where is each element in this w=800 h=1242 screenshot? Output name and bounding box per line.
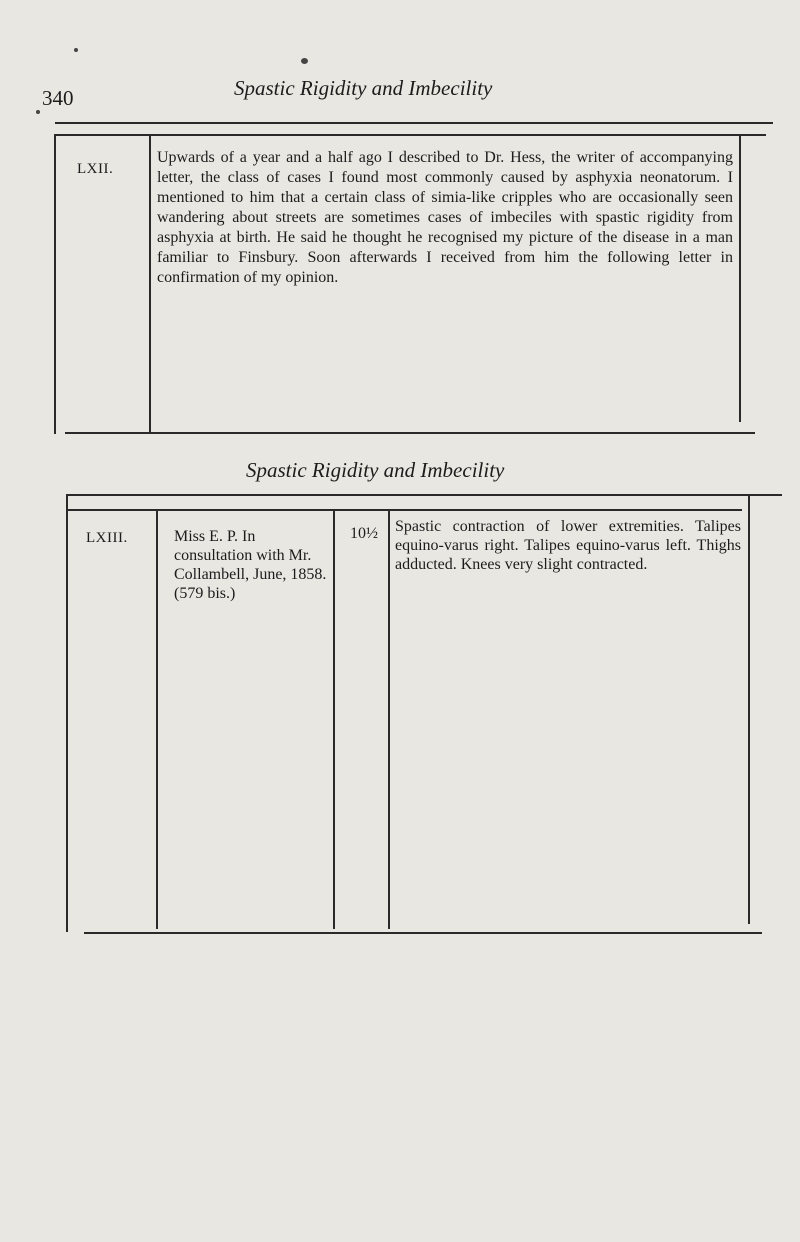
- table1-top-border: [54, 134, 766, 136]
- table1-col-divider: [149, 136, 151, 432]
- table1-left-border: [54, 134, 56, 434]
- case-number: LXII.: [77, 161, 114, 177]
- case-description: Spastic contraction of lower extremities. Talipes equino-varus right. Talipes equino-varus left. Thighs adducted. Knees very slight contracted.: [395, 518, 741, 573]
- table2-col-divider-3: [388, 511, 390, 929]
- section-heading-rule: [66, 494, 782, 496]
- table2-left-border: [66, 496, 68, 932]
- patient-age: 10½: [350, 525, 378, 542]
- case-narrative: Upwards of a year and a half ago I described to Dr. Hess, the writer of accompanying letter, the class of cases I found most commonly caused by asphyxia neonatorum. I mentioned to him that a certain class of simia-like cripples who are occasionally seen wandering about streets are sometimes cases of imbeciles with spastic rigidity from asphyxia at birth. He said he thought he recognised my picture of the disease in a man familiar to Finsbury. Soon afterwards I received from him the following letter in confirmation of my opinion.: [157, 149, 733, 286]
- ink-speck: [301, 58, 308, 64]
- ink-speck: [74, 48, 78, 52]
- header-rule: [55, 122, 773, 124]
- table2-col-divider-1: [156, 511, 158, 929]
- patient-details: Miss E. P. In consultation with Mr. Collambell, June, 1858. (579 bis.): [174, 528, 327, 602]
- table2-bottom-border: [84, 932, 762, 934]
- page-number: 340: [42, 86, 74, 110]
- table2-col-divider-2: [333, 511, 335, 929]
- table2-top-border: [68, 509, 742, 511]
- running-title: Spastic Rigidity and Imbecility: [234, 76, 493, 100]
- case-number: LXIII.: [86, 530, 128, 546]
- table1-right-border: [739, 136, 741, 422]
- ink-speck: [36, 110, 40, 114]
- table2-right-border: [748, 496, 750, 924]
- table1-bottom-border: [65, 432, 755, 434]
- section-heading: Spastic Rigidity and Imbecility: [246, 458, 505, 482]
